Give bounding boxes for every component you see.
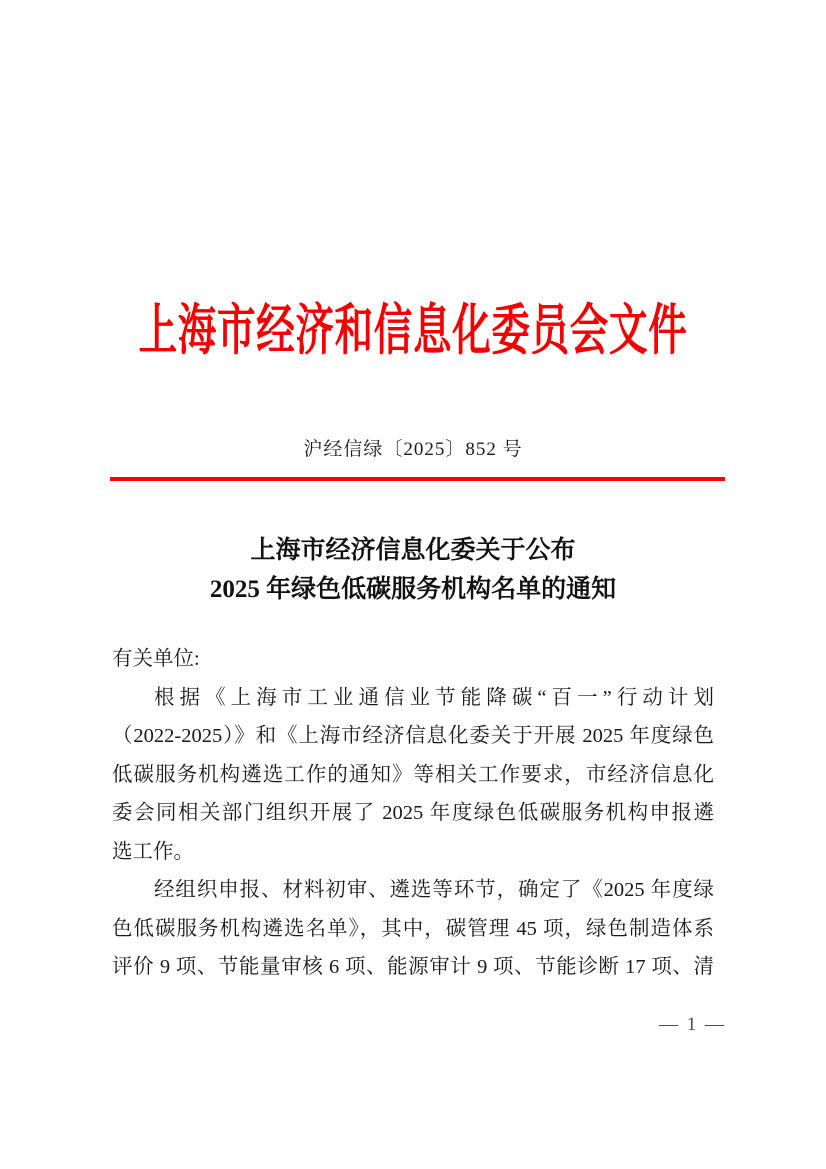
body-line: 色低碳服务机构遴选名单》，其中，碳管理 45 项，绿色制造体系 — [112, 917, 714, 940]
red-divider-rule — [110, 477, 725, 481]
notice-title — [0, 531, 826, 609]
body-line: 委会同相关部门组织开展了 2025 年度绿色低碳服务机构申报遴 — [112, 802, 714, 824]
notice-title-line-1: 上海市经济信息化委关于公布 — [250, 537, 576, 564]
body-line: 根据《上海市工业通信业节能降碳“百一”行动计划 — [154, 686, 714, 709]
agency-masthead — [0, 295, 826, 367]
body-line: 评价 9 项、节能量审核 6 项、能源审计 9 项、节能诊断 17 项、清 — [112, 956, 714, 978]
page-number: — 1 — — [659, 1014, 726, 1035]
notice-title-line-2: 2025 年绿色低碳服务机构名单的通知 — [209, 576, 617, 603]
document-reference-number: 沪经信绿〔2025〕852 号 — [303, 439, 523, 460]
salutation-line: 有关单位: — [112, 648, 200, 670]
agency-masthead-text: 上海市经济和信息化委员会文件 — [138, 300, 688, 361]
body-line: 选工作。 — [112, 840, 194, 863]
body-line: （2022-2025）》和《上海市经济信息化委关于开展 2025 年度绿色 — [112, 725, 714, 747]
body-line: 经组织申报、材料初审、遴选等环节，确定了《2025 年度绿 — [154, 879, 714, 901]
body-line: 低碳服务机构遴选工作的通知》等相关工作要求，市经济信息化 — [112, 763, 714, 786]
notice-body — [112, 640, 714, 987]
